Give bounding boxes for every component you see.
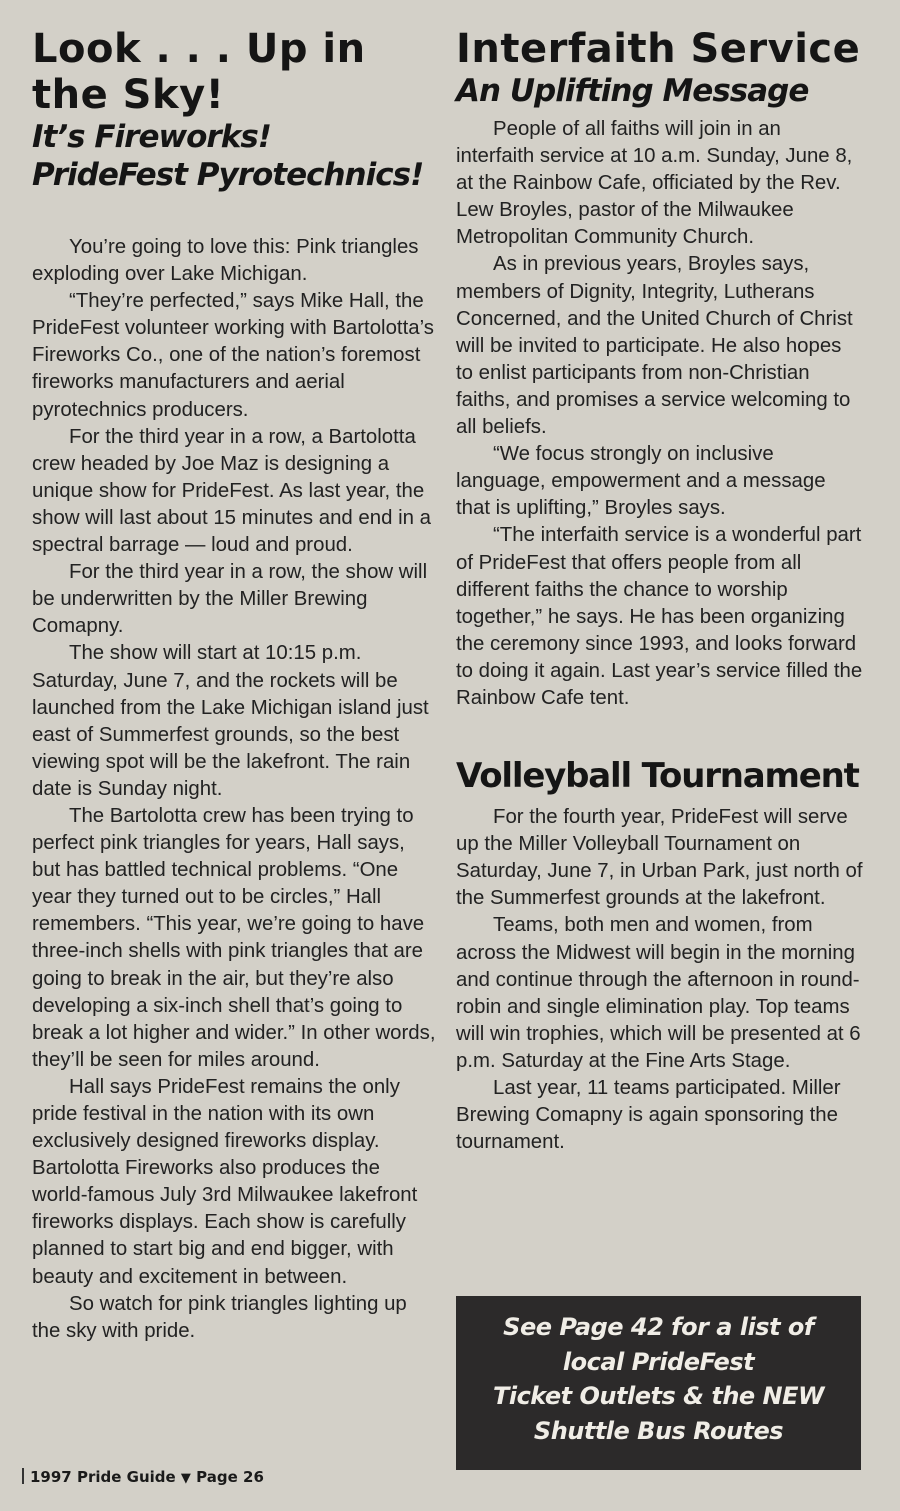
interfaith-headline: Interfaith Service <box>456 26 861 72</box>
paragraph: “We focus strongly on inclusive language, empowerment and a message that is uplifting,” Broyles says. <box>456 443 826 520</box>
paragraph: So watch for pink triangles lighting up the sky with pride. <box>32 1292 407 1342</box>
volleyball-headline: Volleyball Tournament <box>456 756 859 797</box>
paragraph: You’re going to love this: Pink triangles exploding over Lake Michigan. <box>32 236 419 286</box>
paragraph: Hall says PrideFest remains the only pride festival in the nation with its own exclusively designed fireworks display. Bartolotta Fireworks also produces the world-famous July 3rd Milwaukee lakefront fireworks displays. Each show is carefully planned to start big and end bigger, with beauty and excitement in between. <box>32 1075 418 1288</box>
paragraph: The show will start at 10:15 p.m. Saturday, June 7, and the rockets will be launched from the Lake Michigan island just east of Summerfest grounds, so the best viewing spot will be the lakefront. The rain date is Sunday night. <box>32 642 429 800</box>
callout-line: Shuttle Bus Routes <box>533 1416 784 1445</box>
paragraph: The Bartolotta crew has been trying to perfect pink triangles for years, Hall says, but has battled technical problems. “One year they turned out to be circles,” Hall remembers. “This year, we’re going to have three-inch shells with pink triangles that are going to break in the air, but they’re also developing a six-inch shell that’s going to break a lot higher and wider.” In other words, they’ll be seen for miles around. <box>32 804 436 1071</box>
triangle-down-icon: ▼ <box>180 1471 191 1486</box>
paragraph: People of all faiths will join in an interfaith service at 10 a.m. Sunday, June 8, at the Rainbow Cafe, officiated by the Rev. Lew Broyles, pastor of the Milwaukee Metropolitan Community Church. <box>456 118 853 249</box>
fireworks-headline-line-1: Look . . . Up in <box>32 26 366 72</box>
right-column <box>456 26 864 1156</box>
paragraph: “They’re perfected,” says Mike Hall, the PrideFest volunteer working with Bartolotta’s Fireworks Co., one of the nation’s foremost fireworks manufacturers and aerial pyrotechnics producers. <box>32 290 434 421</box>
fireworks-subheadline <box>32 118 436 194</box>
interfaith-article <box>456 26 864 712</box>
paragraph: Teams, both men and women, from across the Midwest will begin in the morning and continue through the afternoon in round-robin and single elimination play. Top teams will win trophies, which will be presented at 6 p.m. Saturday at the Fine Arts Stage. <box>456 914 861 1072</box>
volleyball-article <box>456 756 864 1156</box>
callout-line: local PrideFest <box>562 1347 755 1376</box>
paragraph: “The interfaith service is a wonderful part of PrideFest that offers people from all different faiths the chance to worship together,” he says. He has been organizing the ceremony since 1993, and looks forward to doing it again. Last year’s service filled the Rainbow Cafe tent. <box>456 524 863 709</box>
fireworks-subheadline-line-2: PrideFest Pyrotechnics! <box>32 157 424 193</box>
paragraph: As in previous years, Broyles says, members of Dignity, Integrity, Lutherans Concerned, and the United Church of Christ will be invited to participate. He also hopes to enlist participants from non-Christian faiths, and promises a service welcoming to all beliefs. <box>456 253 853 439</box>
interfaith-body <box>456 116 864 712</box>
fireworks-body <box>32 234 436 1345</box>
fireworks-subheadline-line-1: It’s Fireworks! <box>32 119 271 155</box>
paragraph: Last year, 11 teams participated. Miller Brewing Comapny is again sponsoring the tournament. <box>456 1077 841 1154</box>
page-number: Page 26 <box>196 1468 264 1486</box>
interfaith-subheadline: An Uplifting Message <box>456 73 809 109</box>
footer-rule <box>22 1468 24 1484</box>
callout-line: Ticket Outlets & the NEW <box>492 1382 825 1410</box>
callout-line: See Page 42 for a list of <box>503 1313 814 1341</box>
fireworks-article <box>32 26 436 1345</box>
publication-name: 1997 Pride Guide <box>30 1468 176 1486</box>
volleyball-body <box>456 804 864 1156</box>
paragraph: For the third year in a row, the show will be underwritten by the Miller Brewing Comapny. <box>32 561 428 638</box>
fireworks-headline-line-2: the Sky! <box>32 72 225 118</box>
paragraph: For the third year in a row, a Bartolotta crew headed by Joe Maz is designing a unique show for PrideFest. As last year, the show will last about 15 minutes and end in a spectral barrage — loud and proud. <box>32 425 431 557</box>
paragraph: For the fourth year, PrideFest will serve up the Miller Volleyball Tournament on Saturday, June 7, in Urban Park, just north of the Summerfest grounds at the lakefront. <box>456 806 863 910</box>
fireworks-headline <box>32 26 436 118</box>
ticket-outlets-callout <box>456 1296 861 1470</box>
page-footer <box>22 1468 264 1486</box>
